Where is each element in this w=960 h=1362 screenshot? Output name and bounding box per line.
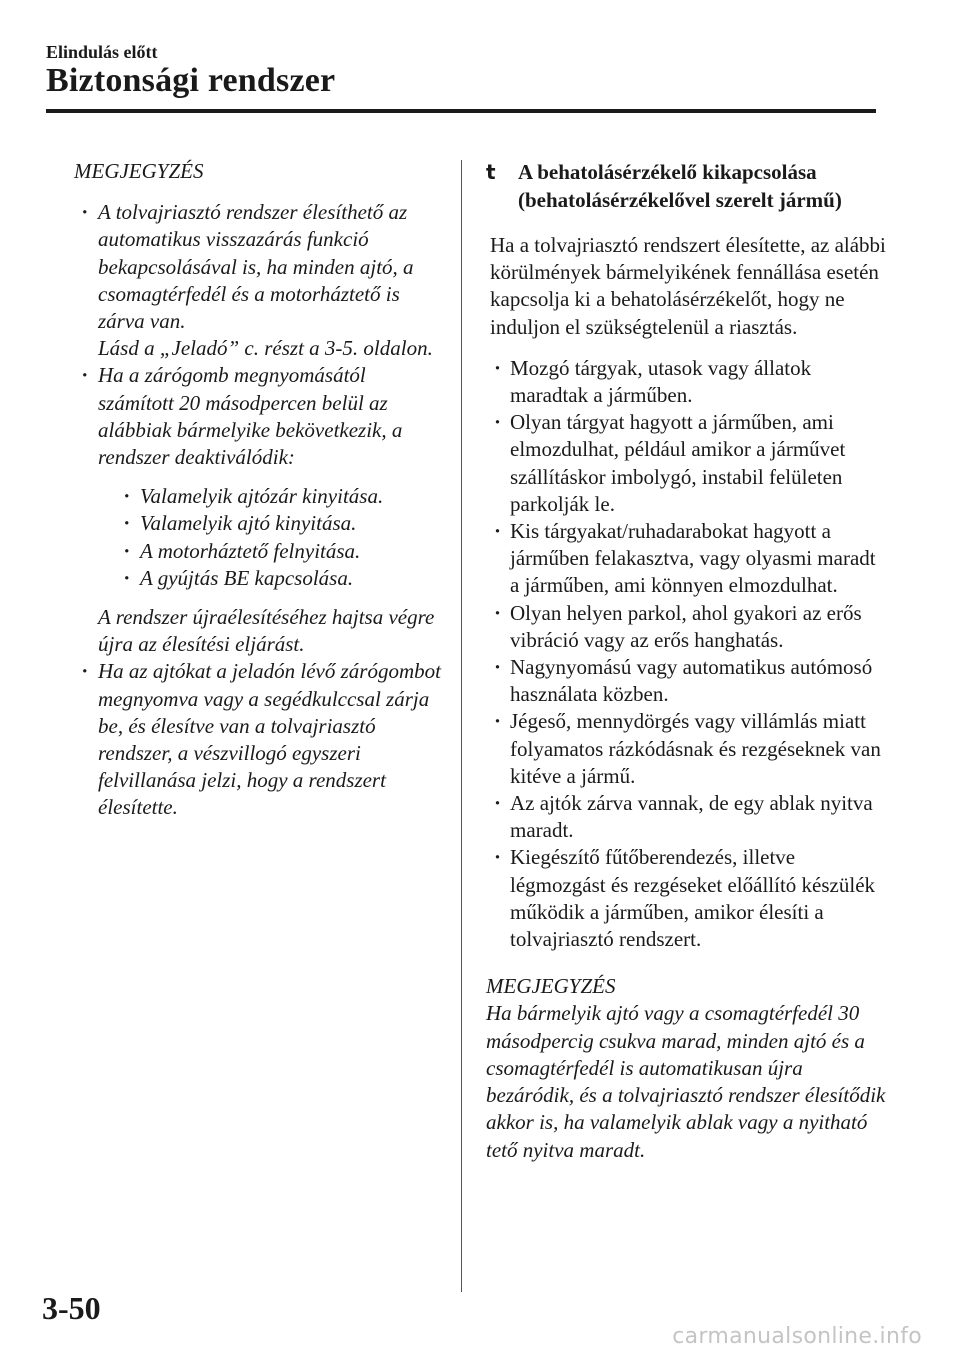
note-bullet-text: Ha a zárógomb megnyomásától számított 20 másodpercen belül az alábbiak bármelyike bekövetkezik, a rendszer deaktiválódik: xyxy=(98,363,403,470)
note-title: MEGJEGYZÉS xyxy=(486,974,616,999)
header-divider xyxy=(46,109,876,113)
list-item: · Olyan helyen parkol, ahol gyakori az erős vibráció vagy az erős hanghatás. xyxy=(486,600,886,654)
page-reference: Lásd a „Jeladó” c. részt a 3-5. oldalon. xyxy=(98,336,433,361)
watermark: carmanualsonline.info xyxy=(672,1324,922,1349)
column-divider xyxy=(461,160,462,1292)
list-item xyxy=(74,362,444,658)
sub-list-item: · A gyújtás BE kapcsolása. xyxy=(116,565,444,592)
list-item: · Az ajtók zárva vannak, de egy ablak nyitva maradt. xyxy=(486,790,886,844)
list-item: · Mozgó tárgyak, utasok vagy állatok maradtak a járműben. xyxy=(486,355,886,409)
sub-list-item: · A motorháztető felnyitása. xyxy=(116,538,444,565)
note-text: Ha bármelyik ajtó vagy a csomagtérfedél 30 másodpercig csukva marad, minden ajtó és a csomagtérfedél is automatikusan újra bezáródik, és a tolvajriasztó rendszer élesítődik akkor is, ha valamelyik ablak vagy a nyitható tető nyitva maradt. xyxy=(486,1001,886,1162)
list-item: · Nagynyomású vagy automatikus autómosó használata közben. xyxy=(486,654,886,708)
section-heading xyxy=(486,158,886,214)
list-item: · Jégeső, mennydörgés vagy villámlás miatt folyamatos rázkódásnak és rezgéseknek van kitéve a jármű. xyxy=(486,708,886,790)
list-item xyxy=(74,199,444,362)
list-item: · Kis tárgyakat/ruhadarabokat hagyott a járműben felakasztva, vagy olyasmi maradt a járműben, ami könnyen elmozdulhat. xyxy=(486,518,886,600)
condition-list xyxy=(486,355,886,953)
section-title-line1: A behatolásérzékelő kikapcsolása xyxy=(518,160,817,184)
note-bullet-text: A tolvajriasztó rendszer élesíthető az automatikus visszazárás funkció bekapcsolásával is, ha minden ajtó, a csomagtérfedél és a motorháztető is zárva van. xyxy=(98,200,414,334)
note-list xyxy=(74,199,444,821)
right-column xyxy=(486,158,886,1164)
section-title-line2: (behatolásérzékelővel szerelt jármű) xyxy=(518,188,842,212)
note-box xyxy=(486,973,886,1163)
list-item xyxy=(74,658,444,821)
left-column xyxy=(74,158,444,822)
intro-paragraph: Ha a tolvajriasztó rendszert élesítette, az alábbi körülmények bármelyikének fennállása esetén kapcsolja ki a behatolásérzékelőt, hogy ne induljon el szükségtelenül a riasztás. xyxy=(490,233,886,339)
note-title: MEGJEGYZÉS xyxy=(74,159,204,183)
page-title: Biztonsági rendszer xyxy=(46,62,336,99)
note-continuation: A rendszer újraélesítéséhez hajtsa végre újra az élesítési eljárást. xyxy=(98,605,435,657)
sub-list xyxy=(116,483,444,592)
note-bullet-text: Ha az ajtókat a jeladón lévő zárógombot megnyomva vagy a segédkulccsal zárja be, és élesítve van a tolvajriasztó rendszer, a vészvillogó egyszeri felvillanása jelzi, hogy a rendszert élesítette. xyxy=(98,659,441,820)
page-number: 3-50 xyxy=(42,1290,101,1326)
section-label: Elindulás előtt xyxy=(46,42,158,62)
sub-list-item: · Valamelyik ajtó kinyitása. xyxy=(116,510,444,537)
sub-list-item: · Valamelyik ajtózár kinyitása. xyxy=(116,483,444,510)
list-item: · Olyan tárgyat hagyott a járműben, ami elmozdulhat, például amikor a járművet szállításkor imbolygó, instabil felületen parkolják le. xyxy=(486,409,886,518)
section-marker-icon: t xyxy=(486,160,496,184)
list-item: · Kiegészítő fűtőberendezés, illetve légmozgást és rezgéseket előállító készülék működik a járműben, amikor élesíti a tolvajriasztó rendszert. xyxy=(486,844,886,953)
